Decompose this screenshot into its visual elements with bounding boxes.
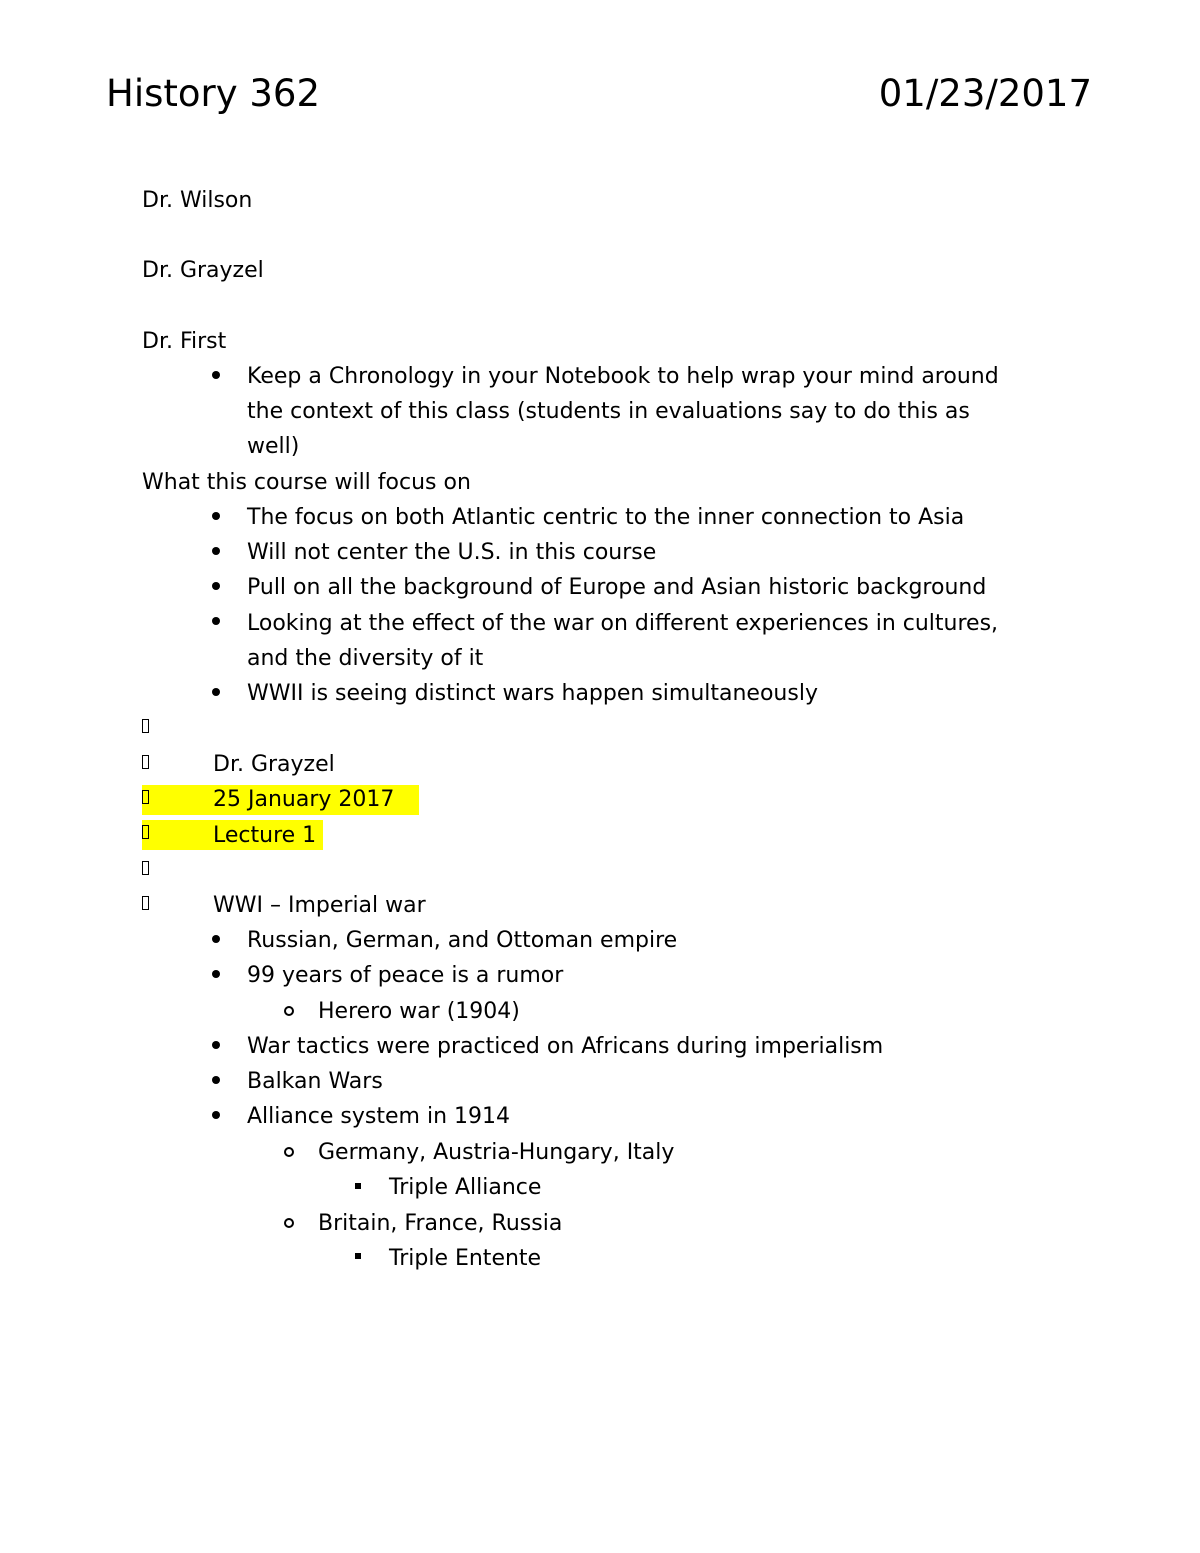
bullet-icon — [212, 547, 220, 555]
note-line: well) — [247, 434, 300, 459]
bullet-icon — [212, 512, 220, 520]
list-item: Herero war (1904) — [318, 999, 520, 1024]
lecture-date: 25 January 2017 — [213, 787, 395, 812]
circle-bullet-icon — [284, 1218, 294, 1228]
note-line: the context of this class (students in evaluations say to do this as — [247, 399, 970, 424]
section-heading: WWI – Imperial war — [213, 893, 426, 918]
list-item: War tactics were practiced on Africans during imperialism — [247, 1034, 884, 1059]
square-bullet-icon — [355, 1183, 361, 1189]
bullet-icon — [212, 935, 220, 943]
list-item: Triple Alliance — [389, 1175, 542, 1200]
course-title: History 362 — [106, 72, 321, 115]
bullet-icon — [212, 617, 220, 625]
list-item: 99 years of peace is a rumor — [247, 963, 564, 988]
instructor-grayzel: Dr. Grayzel — [142, 258, 264, 283]
bullet-icon — [212, 582, 220, 590]
list-item: WWII is seeing distinct wars happen simultaneously — [247, 681, 818, 706]
list-item: Will not center the U.S. in this course — [247, 540, 657, 565]
lecture-instructor: Dr. Grayzel — [213, 752, 335, 777]
list-item: Germany, Austria-Hungary, Italy — [318, 1140, 675, 1165]
missing-glyph-icon — [142, 896, 149, 910]
lecture-number: Lecture 1 — [213, 823, 317, 848]
list-item: Russian, German, and Ottoman empire — [247, 928, 678, 953]
list-item: and the diversity of it — [247, 646, 484, 671]
header-date: 01/23/2017 — [878, 72, 1092, 115]
square-bullet-icon — [355, 1253, 361, 1259]
note-line: Keep a Chronology in your Notebook to help wrap your mind around — [247, 364, 999, 389]
missing-glyph-icon — [142, 790, 149, 804]
list-item: Triple Entente — [389, 1246, 542, 1271]
section-heading: What this course will focus on — [142, 470, 471, 495]
missing-glyph-icon — [142, 861, 149, 875]
list-item: The focus on both Atlantic centric to the inner connection to Asia — [247, 505, 965, 530]
bullet-icon — [212, 970, 220, 978]
list-item: Balkan Wars — [247, 1069, 383, 1094]
list-item: Pull on all the background of Europe and Asian historic background — [247, 575, 987, 600]
bullet-icon — [212, 1111, 220, 1119]
missing-glyph-icon — [142, 755, 149, 769]
circle-bullet-icon — [284, 1147, 294, 1157]
instructor-first: Dr. First — [142, 329, 227, 354]
list-item: Alliance system in 1914 — [247, 1104, 511, 1129]
bullet-icon — [212, 1076, 220, 1084]
list-item: Looking at the effect of the war on different experiences in cultures, — [247, 611, 999, 636]
circle-bullet-icon — [284, 1006, 294, 1016]
list-item: Britain, France, Russia — [318, 1211, 563, 1236]
instructor-wilson: Dr. Wilson — [142, 188, 253, 213]
missing-glyph-icon — [142, 825, 149, 839]
bullet-icon — [212, 371, 220, 379]
missing-glyph-icon — [142, 719, 149, 733]
bullet-icon — [212, 688, 220, 696]
bullet-icon — [212, 1041, 220, 1049]
